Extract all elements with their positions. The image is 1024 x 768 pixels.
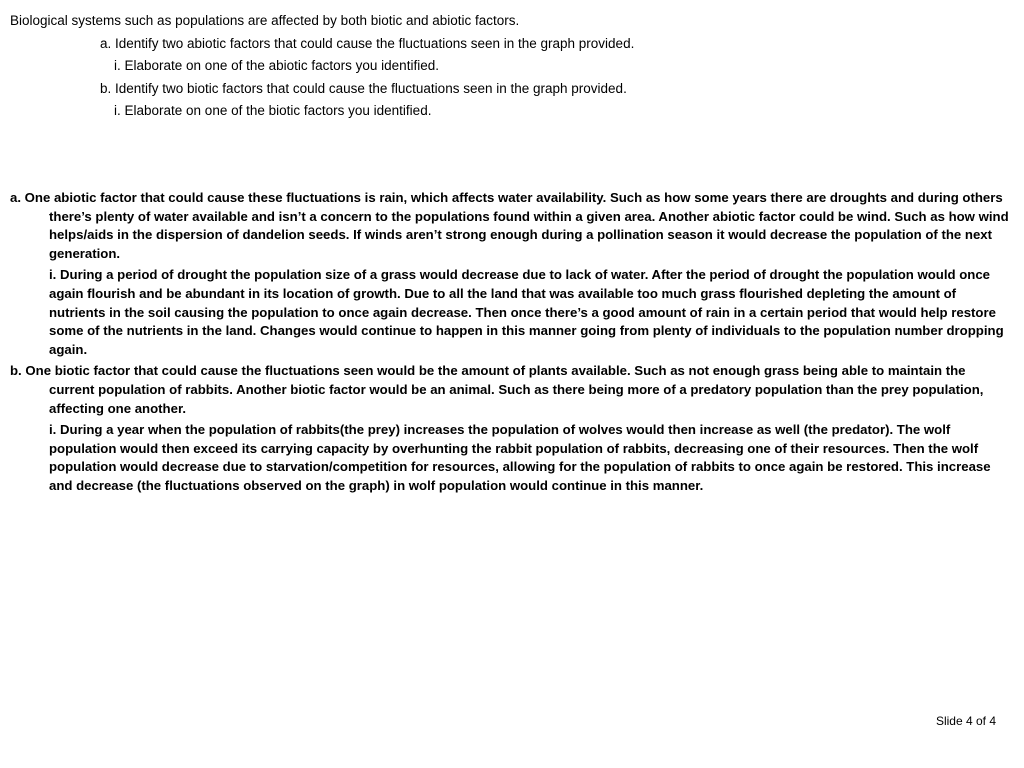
prompt-part-b: b. Identify two biotic factors that could cause the fluctuations seen in the graph provided. [100, 80, 627, 96]
answer-part-a-i: i. During a period of drought the population size of a grass would decrease due to lack of water. After the period of drought the population would once again flourish and be abundant in its location of growth. Due to all the land that was available too much grass flourished depleting the amount of nutrients in the soil causing the population to once again decrease. Then once there’s a good amount of rain in a certain period that would help restore some of the nutrients in the land. Changes would continue to happen in this manner going from plenty of individuals to the population number dropping again. [49, 267, 1004, 357]
question-prompt [10, 10, 1010, 123]
slide-number: Slide 4 of 4 [935, 714, 996, 728]
prompt-part-b-i: i. Elaborate on one of the biotic factors you identified. [114, 103, 432, 118]
prompt-intro: Biological systems such as populations are affected by both biotic and abiotic factors. [10, 13, 520, 28]
prompt-part-a-i: i. Elaborate on one of the abiotic factors you identified. [114, 58, 439, 73]
answer-part-a: a. One abiotic factor that could cause these fluctuations is rain, which affects water availability. Such as how some years there are droughts and during others there’s plenty of water available and isn’t a concern to the populations found within a given area. Another abiotic factor could be wind. Such as how wind helps/aids in the dispersion of dandelion seeds. If winds aren’t strong enough during a pollination season it would decrease the population of the next generation. [10, 190, 1009, 261]
answer-part-b: b. One biotic factor that could cause the fluctuations seen would be the amount of plants available. Such as not enough grass being able to maintain the current population of rabbits. Another biotic factor would be an animal. Such as there being more of a predatory population than the prey population, affecting one another. [10, 363, 984, 416]
student-answer [10, 189, 1014, 499]
prompt-part-a: a. Identify two abiotic factors that could cause the fluctuations seen in the graph provided. [100, 35, 635, 51]
answer-part-b-i: i. During a year when the population of rabbits(the prey) increases the population of wolves would then increase as well (the predator). The wolf population would then exceed its carrying capacity by overhunting the rabbit population of rabbits, decreasing one of their resources. Then the wolf population would decrease due to starvation/competition for resources, allowing for the population of rabbits to once again be restored. This increase and decrease (the fluctuations observed on the graph) in wolf population would continue in this manner. [49, 422, 991, 493]
